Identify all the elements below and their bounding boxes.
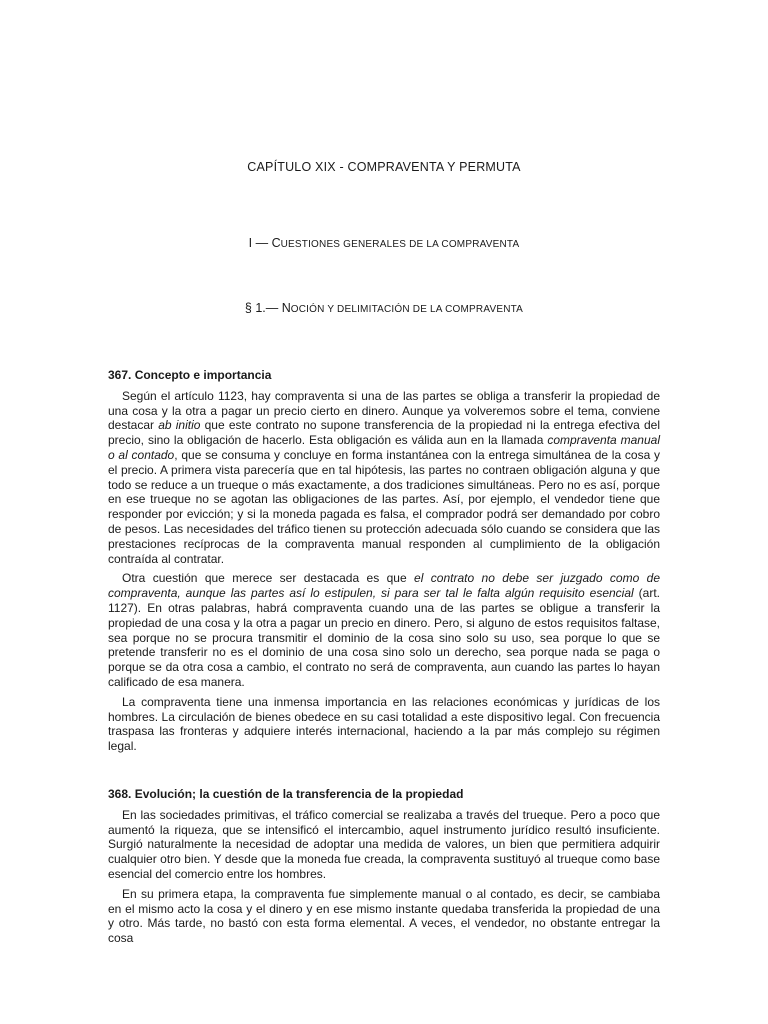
paragraph: En las sociedades primitivas, el tráfico comercial se realizaba a través del trueque. Pero a poco que aumentó la riqueza, que se intensificó el intercambio, aquel instrumento jurídico resultó insuficiente. Surgió naturalmente la necesidad de adoptar una medida de valores, un bien que permitiera adquirir cualquier otro bien. Y desde que la moneda fue creada, la compraventa sustituyó al trueque como base esencial del comercio entre los hombres. <box>108 807 660 881</box>
text-run: , que se consuma y concluye en forma instantánea con la entrega simultánea de la cosa y el precio. A primera vista parecería que en tal hipótesis, las partes no contraen obligación alguna y que todo se reduce a un trueque o más exactamente, a dos tradiciones simultáneas. Pero no es así, porque en ese trueque no se agotan las obligaciones de las partes. Así, por ejemplo, el vendedor tiene que responder por evicción; y si la moneda pagada es falsa, el comprador podrá ser demandado por cobro de pesos. Las necesidades del tráfico tienen su protección adecuada sólo cuando se considera que las prestaciones recíprocas de la compraventa manual responden al cumplimiento de la obligación contraída al contratar. <box>108 447 661 566</box>
subsection-numeral: § 1.— <box>244 301 282 315</box>
section-title <box>0 236 768 250</box>
article-368 <box>108 787 660 951</box>
italic-run: el contrato no debe ser juzgado como de compraventa, aunque las partes así lo estipulen, si para ser tal le falta algún requisito esencial <box>108 571 661 601</box>
article-heading: 367. Concepto e importancia <box>108 368 272 382</box>
subsection-first-letter: N <box>281 301 291 315</box>
paragraph <box>108 571 660 689</box>
chapter-title: CAPÍTULO XIX - COMPRAVENTA Y PERMUTA <box>247 160 521 174</box>
paragraph: En su primera etapa, la compraventa fue simplemente manual o al contado, es decir, se cambiaba en el mismo acto la cosa y el dinero y en ese mismo instante quedaba transferida la propiedad de una y otro. Más tarde, no bastó con esta forma elemental. A veces, el vendedor, no obstante entregar la cosa <box>108 886 660 946</box>
paragraph: La compraventa tiene una inmensa importancia en las relaciones económicas y jurídicas de los hombres. La circulación de bienes obedece en su casi totalidad a este dispositivo legal. Con frecuencia traspasa las fronteras y adquiere interés internacional, haciendo a la par más complejo su régimen legal. <box>108 694 660 754</box>
text-run: Otra cuestión que merece ser destacada es que <box>122 571 415 586</box>
section-title-rest: UESTIONES GENERALES DE LA COMPRAVENTA <box>280 239 520 250</box>
section-first-letter: C <box>271 236 281 250</box>
article-heading: 368. Evolución; la cuestión de la transferencia de la propiedad <box>108 787 464 801</box>
text-run: (art. 1127). En otras palabras, habrá compraventa cuando una de las partes se obligue a transferir la propiedad de una cosa y la otra a pagar un precio en dinero. Pero, si alguno de estos requisitos faltase, sea porque no se procura transmitir el dominio de la cosa sino solo su uso, sea porque lo que se pretende transferir no es el dominio de una cosa sino solo un derecho, sea porque nada se paga o porque se da otra cosa a cambio, el contrato no será de compraventa, aun cuando las partes lo hayan calificado de esa manera. <box>108 586 660 689</box>
section-numeral: I — <box>248 236 272 250</box>
italic-run: ab initio <box>158 418 201 433</box>
text-run: que este contrato no supone transferencia de la propiedad ni la entrega efectiva del precio, sino la obligación de hacerlo. Esta obligación es válida aun en la llamada <box>108 418 660 448</box>
subsection-title-rest: OCIÓN Y DELIMITACIÓN DE LA COMPRAVENTA <box>290 304 524 315</box>
article-367 <box>108 368 660 759</box>
text-run: Según el artículo 1123, hay compraventa si una de las partes se obliga a transferir la propiedad de una cosa y la otra a pagar un precio cierto en dinero. Aunque ya volveremos sobre el tema, conviene destacar <box>108 388 660 433</box>
paragraph <box>108 389 660 567</box>
italic-run: compraventa manual o al contado <box>108 433 660 462</box>
subsection-title <box>0 301 768 315</box>
